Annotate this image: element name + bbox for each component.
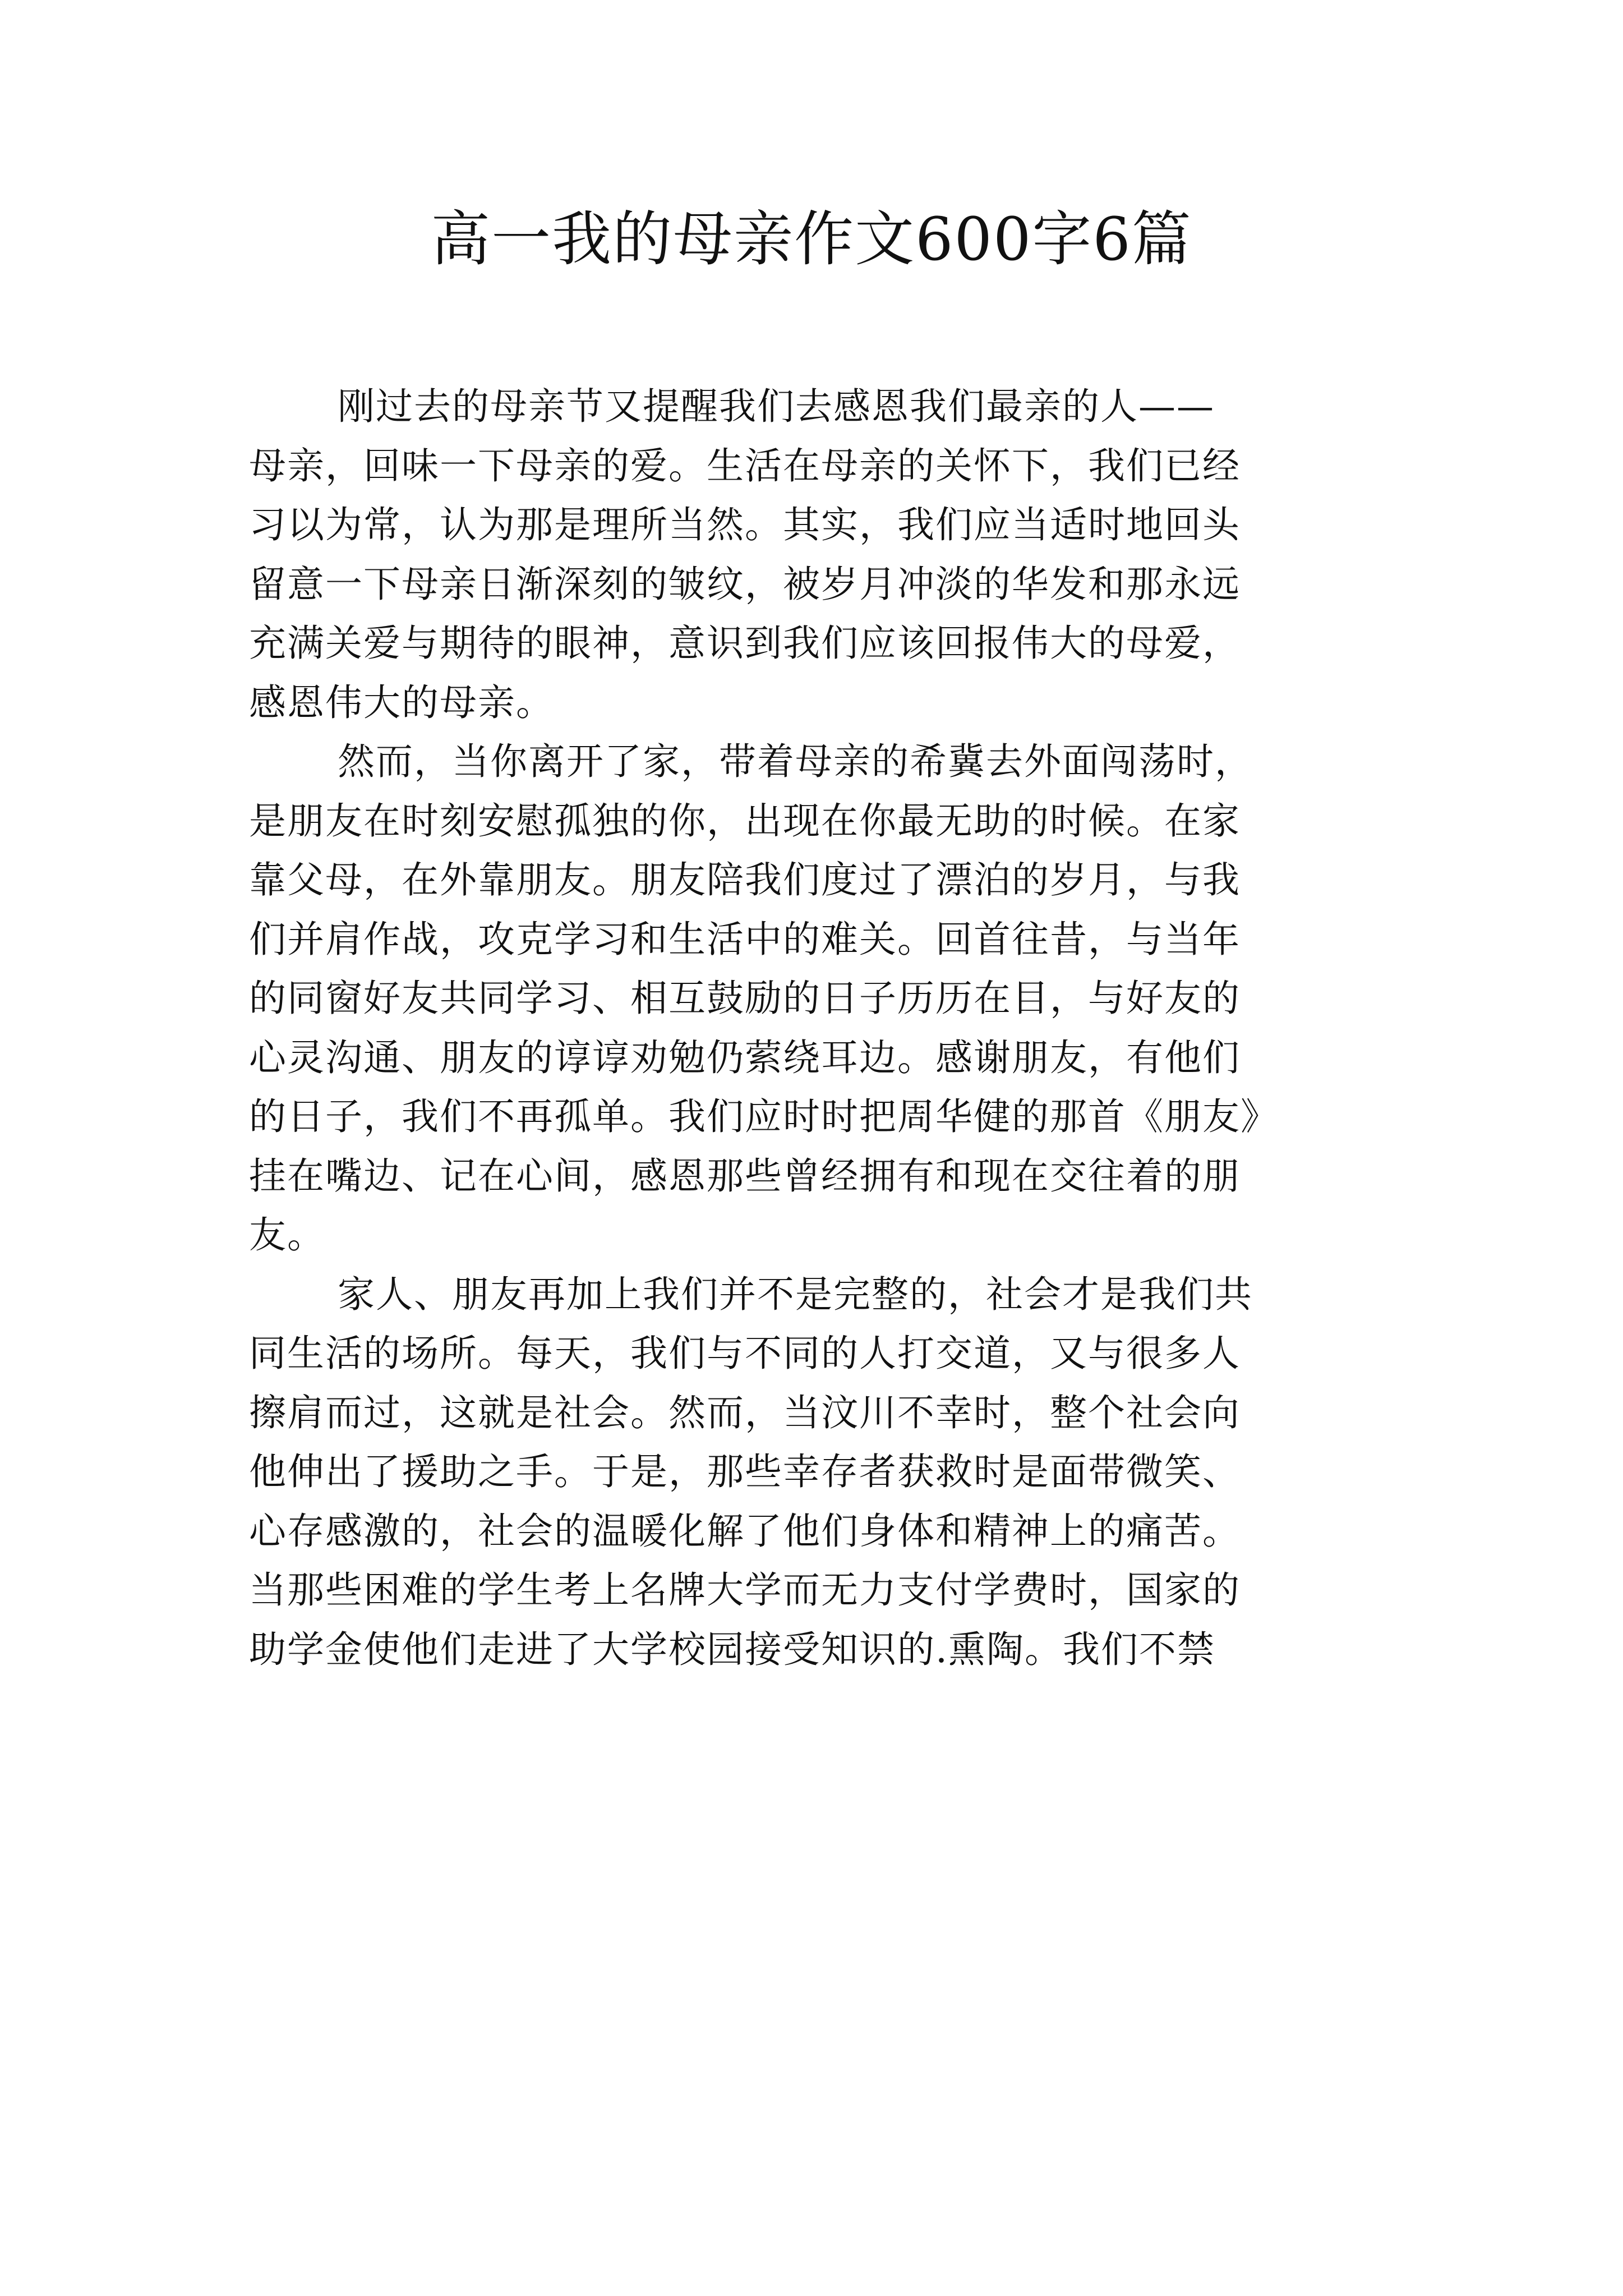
text-line: 然而，当你离开了家，带着母亲的希冀去外面闯荡时， bbox=[338, 740, 1253, 783]
text-line: 心灵沟通、朋友的谆谆劝勉仍萦绕耳边。感谢朋友，有他们 bbox=[249, 1036, 1241, 1079]
text-line: 挂在嘴边、记在心间，感恩那些曾经拥有和现在交往着的朋 bbox=[249, 1154, 1241, 1198]
text-line: 刚过去的母亲节又提醒我们去感恩我们最亲的人—— bbox=[338, 385, 1215, 428]
text-line: 感恩伟大的母亲。 bbox=[249, 680, 554, 724]
text-line: 的日子，我们不再孤单。我们应时时把周华健的那首《朋友》 bbox=[249, 1095, 1279, 1138]
text-line: 母亲，回味一下母亲的爱。生活在母亲的关怀下，我们已经 bbox=[249, 444, 1241, 487]
text-line: 是朋友在时刻安慰孤独的你，出现在你最无助的时候。在家 bbox=[249, 799, 1241, 843]
paragraph-2 bbox=[249, 732, 1393, 1265]
text-line: 擦肩而过，这就是社会。然而，当汶川不幸时，整个社会向 bbox=[249, 1391, 1241, 1434]
text-line: 同生活的场所。每天，我们与不同的人打交道，又与很多人 bbox=[249, 1332, 1241, 1375]
text-line: 友。 bbox=[249, 1213, 325, 1257]
text-line: 靠父母，在外靠朋友。朋友陪我们度过了漂泊的岁月，与我 bbox=[249, 858, 1241, 901]
text-line: 当那些困难的学生考上名牌大学而无力支付学费时，国家的 bbox=[249, 1568, 1241, 1612]
paragraph-3 bbox=[249, 1265, 1393, 1680]
text-line: 心存感激的，社会的温暖化解了他们身体和精神上的痛苦。 bbox=[249, 1509, 1241, 1553]
paragraph-1 bbox=[249, 377, 1393, 732]
page-title: 高一我的母亲作文600字6篇 bbox=[431, 205, 1192, 274]
text-line: 的同窗好友共同学习、相互鼓励的日子历历在目，与好友的 bbox=[249, 977, 1241, 1020]
text-line: 习以为常，认为那是理所当然。其实，我们应当适时地回头 bbox=[249, 503, 1241, 546]
text-line: 家人、朋友再加上我们并不是完整的，社会才是我们共 bbox=[338, 1272, 1253, 1316]
text-line: 他伸出了援助之手。于是，那些幸存者获救时是面带微笑、 bbox=[249, 1450, 1241, 1493]
text-line: 助学金使他们走进了大学校园接受知识的.熏陶。我们不禁 bbox=[249, 1627, 1215, 1671]
text-line: 充满关爱与期待的眼神，意识到我们应该回报伟大的母爱， bbox=[249, 622, 1241, 665]
text-line: 们并肩作战，攻克学习和生活中的难关。回首往昔，与当年 bbox=[249, 917, 1241, 961]
essay-body bbox=[249, 377, 1393, 1679]
text-line: 留意一下母亲日渐深刻的皱纹，被岁月冲淡的华发和那永远 bbox=[249, 562, 1241, 606]
